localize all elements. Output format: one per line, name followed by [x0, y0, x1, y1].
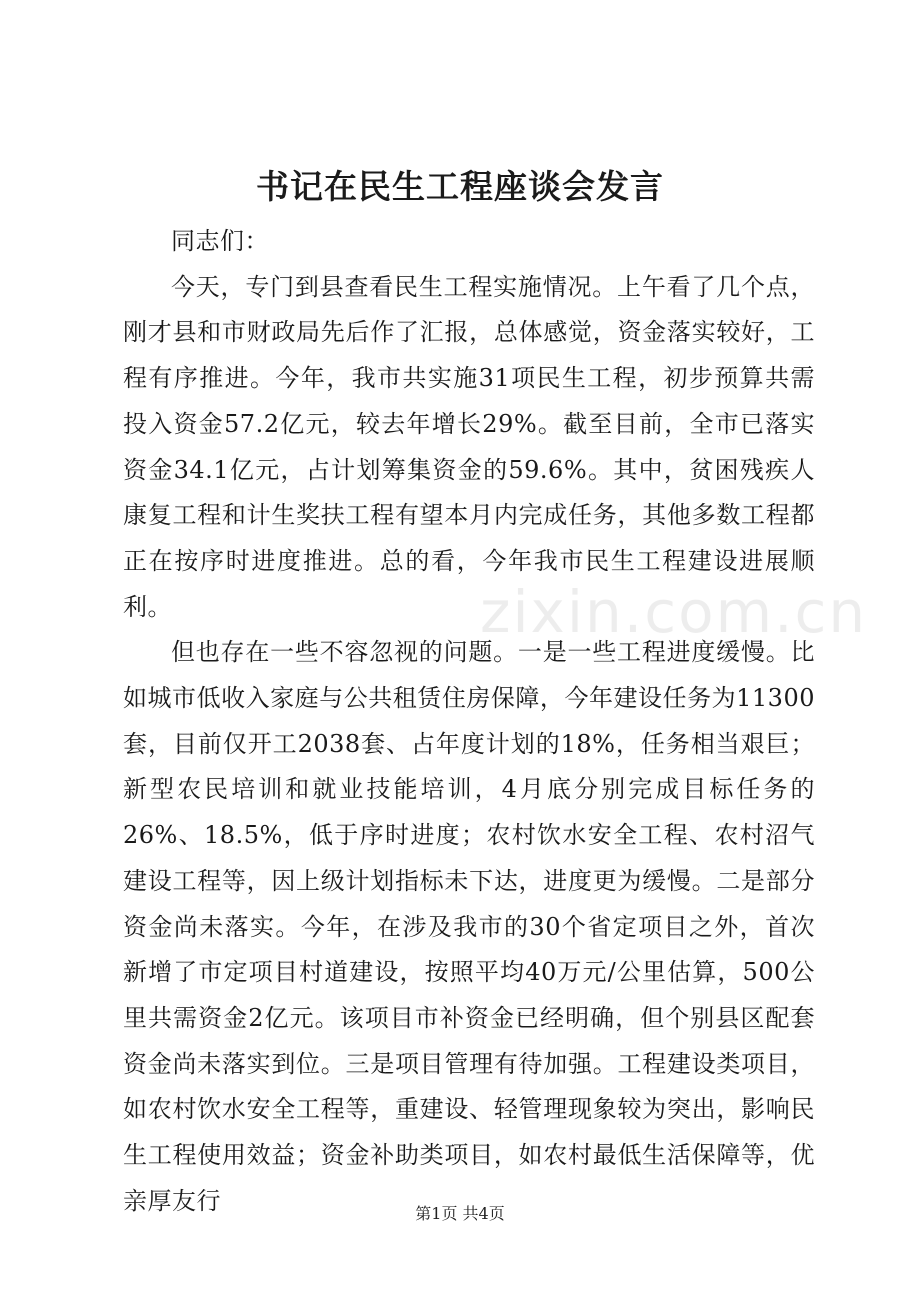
- document-body: [123, 219, 815, 1224]
- body-paragraph: 今天，专门到县查看民生工程实施情况。上午看了几个点，刚才县和市财政局先后作了汇报，总体感觉，资金落实较好，工程有序推进。今年，我市共实施31项民生工程，初步预算共需投入资金57.2亿元，较去年增长29%。截至目前，全市已落实资金34.1亿元，占计划筹集资金的59.6%。其中，贫困残疾人康复工程和计生奖扶工程有望本月内完成任务，其他多数工程都正在按序时进度推进。总的看，今年我市民生工程建设进展顺利。: [123, 272, 815, 621]
- body-paragraph: 但也存在一些不容忽视的问题。一是一些工程进度缓慢。比如城市低收入家庭与公共租赁住房保障，今年建设任务为11300套，目前仅开工2038套、占年度计划的18%，任务相当艰巨；新型农民培训和就业技能培训，4月底分别完成目标任务的26%、18.5%，低于序时进度；农村饮水安全工程、农村沼气建设工程等，因上级计划指标未下达，进度更为缓慢。二是部分资金尚未落实。今年，在涉及我市的30个省定项目之外，首次新增了市定项目村道建设，按照平均40万元/公里估算，500公里共需资金2亿元。该项目市补资金已经明确，但个别县区配套资金尚未落实到位。三是项目管理有待加强。工程建设类项目，如农村饮水安全工程等，重建设、轻管理现象较为突出，影响民生工程使用效益；资金补助类项目，如农村最低生活保障等，优亲厚友行: [123, 638, 815, 1215]
- watermark: zixin.com.cn: [480, 578, 868, 646]
- page-footer: 第1页 共4页: [415, 1204, 505, 1223]
- salutation-paragraph: 同志们：: [171, 227, 269, 255]
- document-title: 书记在民生工程座谈会发言: [256, 167, 664, 206]
